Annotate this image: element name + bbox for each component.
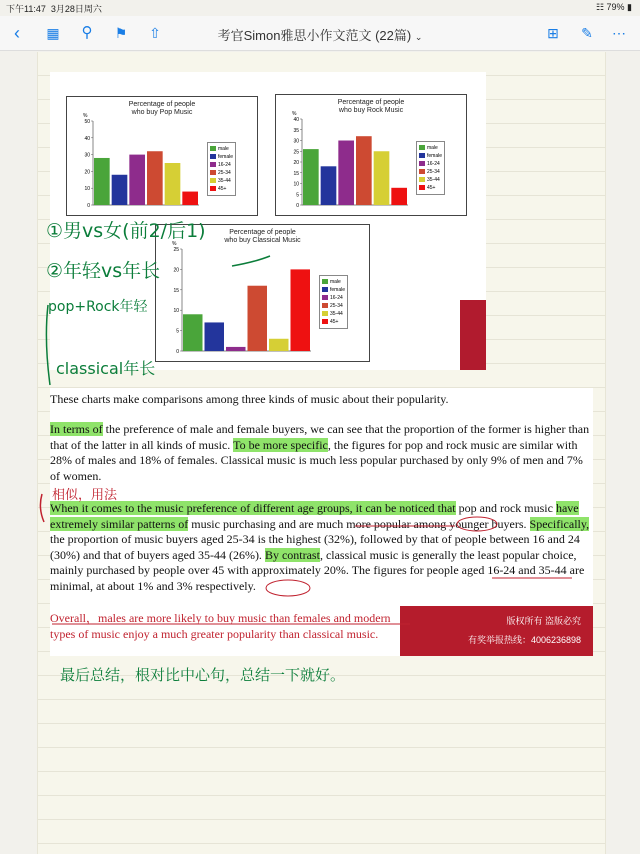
chart-title: Percentage of people who buy Classical Music <box>224 229 301 244</box>
paragraph-gender: In terms of the preference of male and female buyers, we can see that the proportion of the former is higher than that of the latter in all kinds of music. To be more specific, the figures for pop and rock music are similar with 28% of males and 18% of females. Classical music is much less popular purchased by only 9% of men and 7% of women. <box>50 422 590 483</box>
legend-label: male <box>218 146 229 152</box>
legend-label: 45+ <box>218 186 227 192</box>
legend-label: female <box>218 154 234 160</box>
y-tick-label: 5 <box>296 192 299 199</box>
ink-underline-classical <box>232 256 270 266</box>
handwritten-note-1: ①男vs女(前2/后1) <box>46 220 206 242</box>
grid-view-icon[interactable]: ▦ <box>46 25 60 41</box>
y-tick-label: 50 <box>84 119 90 125</box>
legend-label: 35-44 <box>427 177 440 183</box>
y-unit-label: % <box>83 113 88 119</box>
more-icon[interactable]: ⋯ <box>612 25 626 41</box>
document-title[interactable]: 考官Simon雅思小作文范文 (22篇) ⌄ <box>217 28 423 43</box>
legend-label: female <box>427 153 443 159</box>
ink-bracket-stroke <box>46 305 50 385</box>
legend-label: female <box>330 287 346 293</box>
copyright-banner: 版权所有 盗版必究 有奖举报热线：4006236898 <box>400 606 593 656</box>
handwritten-note-5: 相似，用法 <box>52 488 118 503</box>
legend-label: 25-34 <box>427 169 440 175</box>
ink-circle-about <box>266 580 310 596</box>
y-tick-label: 15 <box>293 170 299 177</box>
legend-label: 25-34 <box>330 303 343 309</box>
y-tick-label: 25 <box>173 247 179 253</box>
legend-label: 25-34 <box>218 170 231 176</box>
legend-label: 16-24 <box>427 161 440 167</box>
handwritten-note-4: classical年长 <box>56 359 156 378</box>
handwritten-note-3: pop+Rock年轻 <box>48 299 148 315</box>
y-tick-label: 40 <box>84 135 90 142</box>
battery-indicator: ☷ 79% ▮ <box>595 2 632 12</box>
chart-title: Percentage of people who buy Rock Music <box>337 99 405 114</box>
y-unit-label: % <box>292 111 297 117</box>
y-tick-label: 40 <box>293 117 299 123</box>
back-icon[interactable]: ‹ <box>14 23 20 43</box>
handwritten-note-2: ②年轻vs年长 <box>46 260 161 282</box>
y-tick-label: 10 <box>84 186 90 193</box>
y-tick-label: 35 <box>293 127 299 134</box>
search-icon[interactable]: ⚲ <box>81 24 93 41</box>
pencil-icon[interactable]: ✎ <box>581 25 593 41</box>
legend-label: 45+ <box>330 319 339 325</box>
y-tick-label: 20 <box>84 169 90 176</box>
status-time: 下午11:47 3月28日周六 <box>6 4 102 14</box>
legend-label: 16-24 <box>330 295 343 301</box>
legend-label: 45+ <box>427 185 436 191</box>
y-tick-label: 15 <box>173 287 179 294</box>
paragraph-age: When it comes to the music preference of different age groups, it can be noticed that pop and rock music have extremely similar patterns of music purchasing and are much more popular among younger buyers. Specifically, the proportion of music buyers aged 25-34 is the highest (32%), followed by that of people between 16 and 24 (30%) and that of buyers aged 35-44 (26%). By contrast, classical music is generally the least popular choice, mainly purchased by people over 45 with approximately 20%. The figures for people aged 16-24 and 35-44 are minimal, at about 1% and 3% respectively. <box>50 501 590 593</box>
y-tick-label: 25 <box>293 149 299 156</box>
y-tick-label: 0 <box>87 203 90 209</box>
y-unit-label: % <box>172 241 177 247</box>
legend-label: 35-44 <box>330 311 343 317</box>
legend-label: 35-44 <box>218 178 231 184</box>
y-tick-label: 20 <box>293 160 299 166</box>
legend-label: male <box>330 279 341 285</box>
chart-title: Percentage of people who buy Pop Music <box>128 101 196 116</box>
y-tick-label: 10 <box>173 308 179 315</box>
legend-label: male <box>427 145 438 151</box>
share-icon[interactable]: ⇧ <box>149 25 161 41</box>
legend-label: 16-24 <box>218 162 231 168</box>
y-tick-label: 10 <box>293 181 299 188</box>
conclusion-paragraph: Overall，males are more likely to buy music than females and modern types of music enjoy a much greater popularity than classical music. <box>50 611 391 641</box>
ink-bracket-red <box>40 494 44 522</box>
ink-circle-among <box>457 517 497 531</box>
intro-paragraph: These charts make comparisons among three kinds of music about their popularity. <box>50 392 449 406</box>
y-tick-label: 30 <box>84 152 90 159</box>
y-tick-label: 0 <box>176 349 179 355</box>
y-tick-label: 0 <box>296 203 299 209</box>
bookmark-icon[interactable]: ⚑ <box>114 25 128 41</box>
add-page-icon[interactable]: ⊞ <box>547 25 559 41</box>
y-tick-label: 30 <box>293 138 299 145</box>
handwritten-summary-note: 最后总结，根对比中心句，总结一下就好。 <box>60 666 346 684</box>
y-tick-label: 20 <box>173 267 179 274</box>
y-tick-label: 5 <box>176 328 179 335</box>
